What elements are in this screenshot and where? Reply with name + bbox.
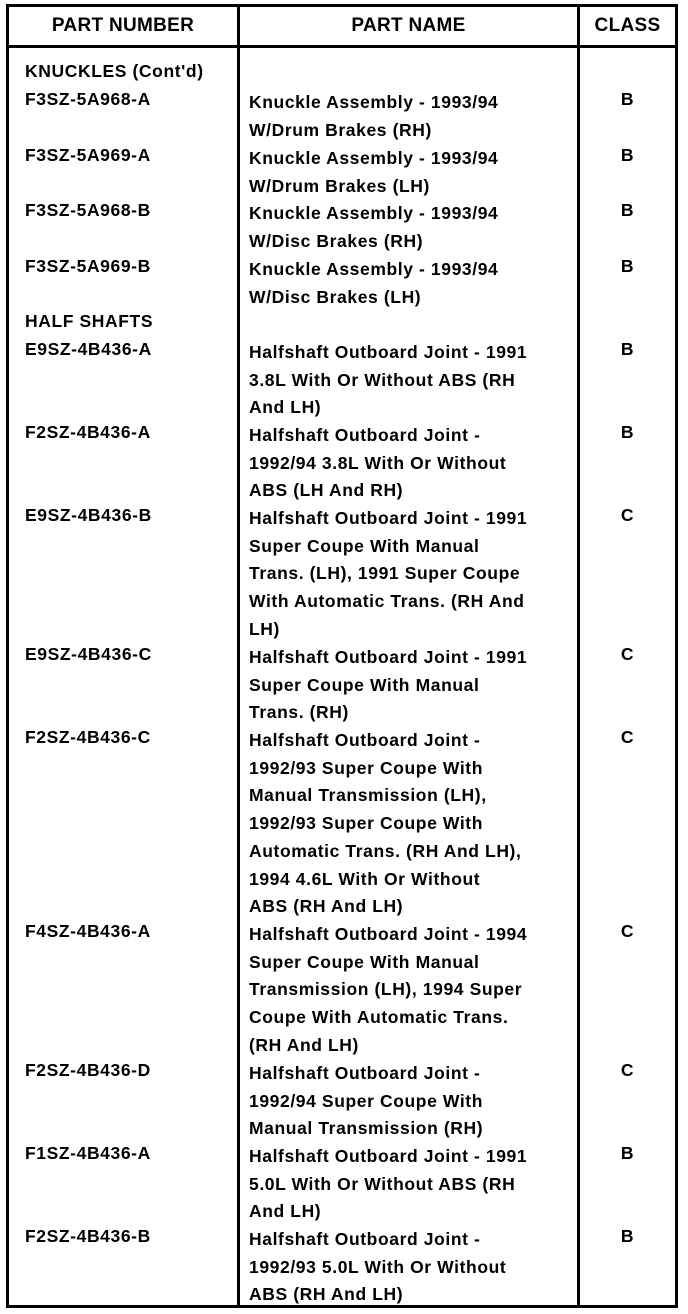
table-row-part-name: Halfshaft Outboard Joint - 1991 Super Coupe With Manual Trans. (LH), 1991 Super Coupe With Automatic Trans. (RH And LH) [249, 508, 528, 639]
table-row-class: B [620, 89, 635, 109]
table-row-part-number: F3SZ-5A969-B [25, 256, 151, 276]
table-row-part-name: Halfshaft Outboard Joint - 1992/94 Super Coupe With Manual Transmission (RH) [249, 1063, 484, 1139]
table-row-class: C [620, 921, 635, 941]
table-row-part-number: E9SZ-4B436-C [25, 644, 152, 664]
table-row-part-name: Knuckle Assembly - 1993/94 W/Disc Brakes (RH) [249, 203, 499, 251]
table-row-part-name: Halfshaft Outboard Joint - 1992/94 3.8L With Or Without ABS (LH And RH) [249, 425, 507, 501]
table-row-part-number: E9SZ-4B436-A [25, 339, 152, 359]
table-row-part-number: E9SZ-4B436-B [25, 505, 152, 525]
table-row-part-name: Halfshaft Outboard Joint - 1992/93 Super Coupe With Manual Transmission (LH), 1992/93 Super Coupe With Automatic Trans. (RH And LH), 1994 4.6L With Or Without ABS (RH And LH) [249, 730, 522, 917]
table-row-part-name: Halfshaft Outboard Joint - 1994 Super Coupe With Manual Transmission (LH), 1994 Super Coupe With Automatic Trans. (RH And LH) [249, 924, 528, 1055]
table-row-class: C [620, 644, 635, 664]
table-row-part-number: F3SZ-5A968-B [25, 200, 151, 220]
table-row-part-name: Halfshaft Outboard Joint - 1991 5.0L With Or Without ABS (RH And LH) [249, 1146, 528, 1222]
table-row-part-number: F3SZ-5A968-A [25, 89, 151, 109]
table-row-class: B [620, 422, 635, 442]
header-class: CLASS [594, 15, 661, 36]
table-row-class: B [620, 256, 635, 276]
table-row-part-number: F2SZ-4B436-C [25, 727, 151, 747]
table-row-part-number: F2SZ-4B436-A [25, 422, 151, 442]
table-row-class: B [620, 200, 635, 220]
parts-table [6, 4, 678, 1308]
table-row-part-name: Knuckle Assembly - 1993/94 W/Drum Brakes (RH) [249, 92, 499, 140]
table-row-class: B [620, 339, 635, 359]
column-divider [237, 7, 240, 1305]
table-row-class: C [620, 505, 635, 525]
table-row-part-name: Halfshaft Outboard Joint - 1991 Super Coupe With Manual Trans. (RH) [249, 647, 528, 723]
table-row-part-name: Knuckle Assembly - 1993/94 W/Disc Brakes (LH) [249, 259, 499, 307]
table-row-part-name: Halfshaft Outboard Joint - 1991 3.8L With Or Without ABS (RH And LH) [249, 342, 528, 418]
table-row-part-name: Halfshaft Outboard Joint - 1992/93 5.0L With Or Without ABS (RH And LH) [249, 1229, 507, 1305]
table-row-part-number: F3SZ-5A969-A [25, 145, 151, 165]
table-row-part-number: F2SZ-4B436-D [25, 1060, 151, 1080]
header-divider [9, 45, 675, 48]
table-row-part-number: F1SZ-4B436-A [25, 1143, 151, 1163]
table-row-class: C [620, 727, 635, 747]
table-row-class: B [620, 145, 635, 165]
table-row-part-name: Knuckle Assembly - 1993/94 W/Drum Brakes (LH) [249, 148, 499, 196]
table-row-part-number: F4SZ-4B436-A [25, 921, 151, 941]
table-row-part-number: F2SZ-4B436-B [25, 1226, 151, 1246]
table-row-class: B [620, 1143, 635, 1163]
section-knuckles: KNUCKLES (Cont'd) [25, 61, 204, 81]
section-half-shafts: HALF SHAFTS [25, 311, 154, 331]
header-part-name: PART NAME [351, 15, 466, 36]
table-row-class: B [620, 1226, 635, 1246]
table-row-class: C [620, 1060, 635, 1080]
header-part-number: PART NUMBER [51, 15, 195, 36]
